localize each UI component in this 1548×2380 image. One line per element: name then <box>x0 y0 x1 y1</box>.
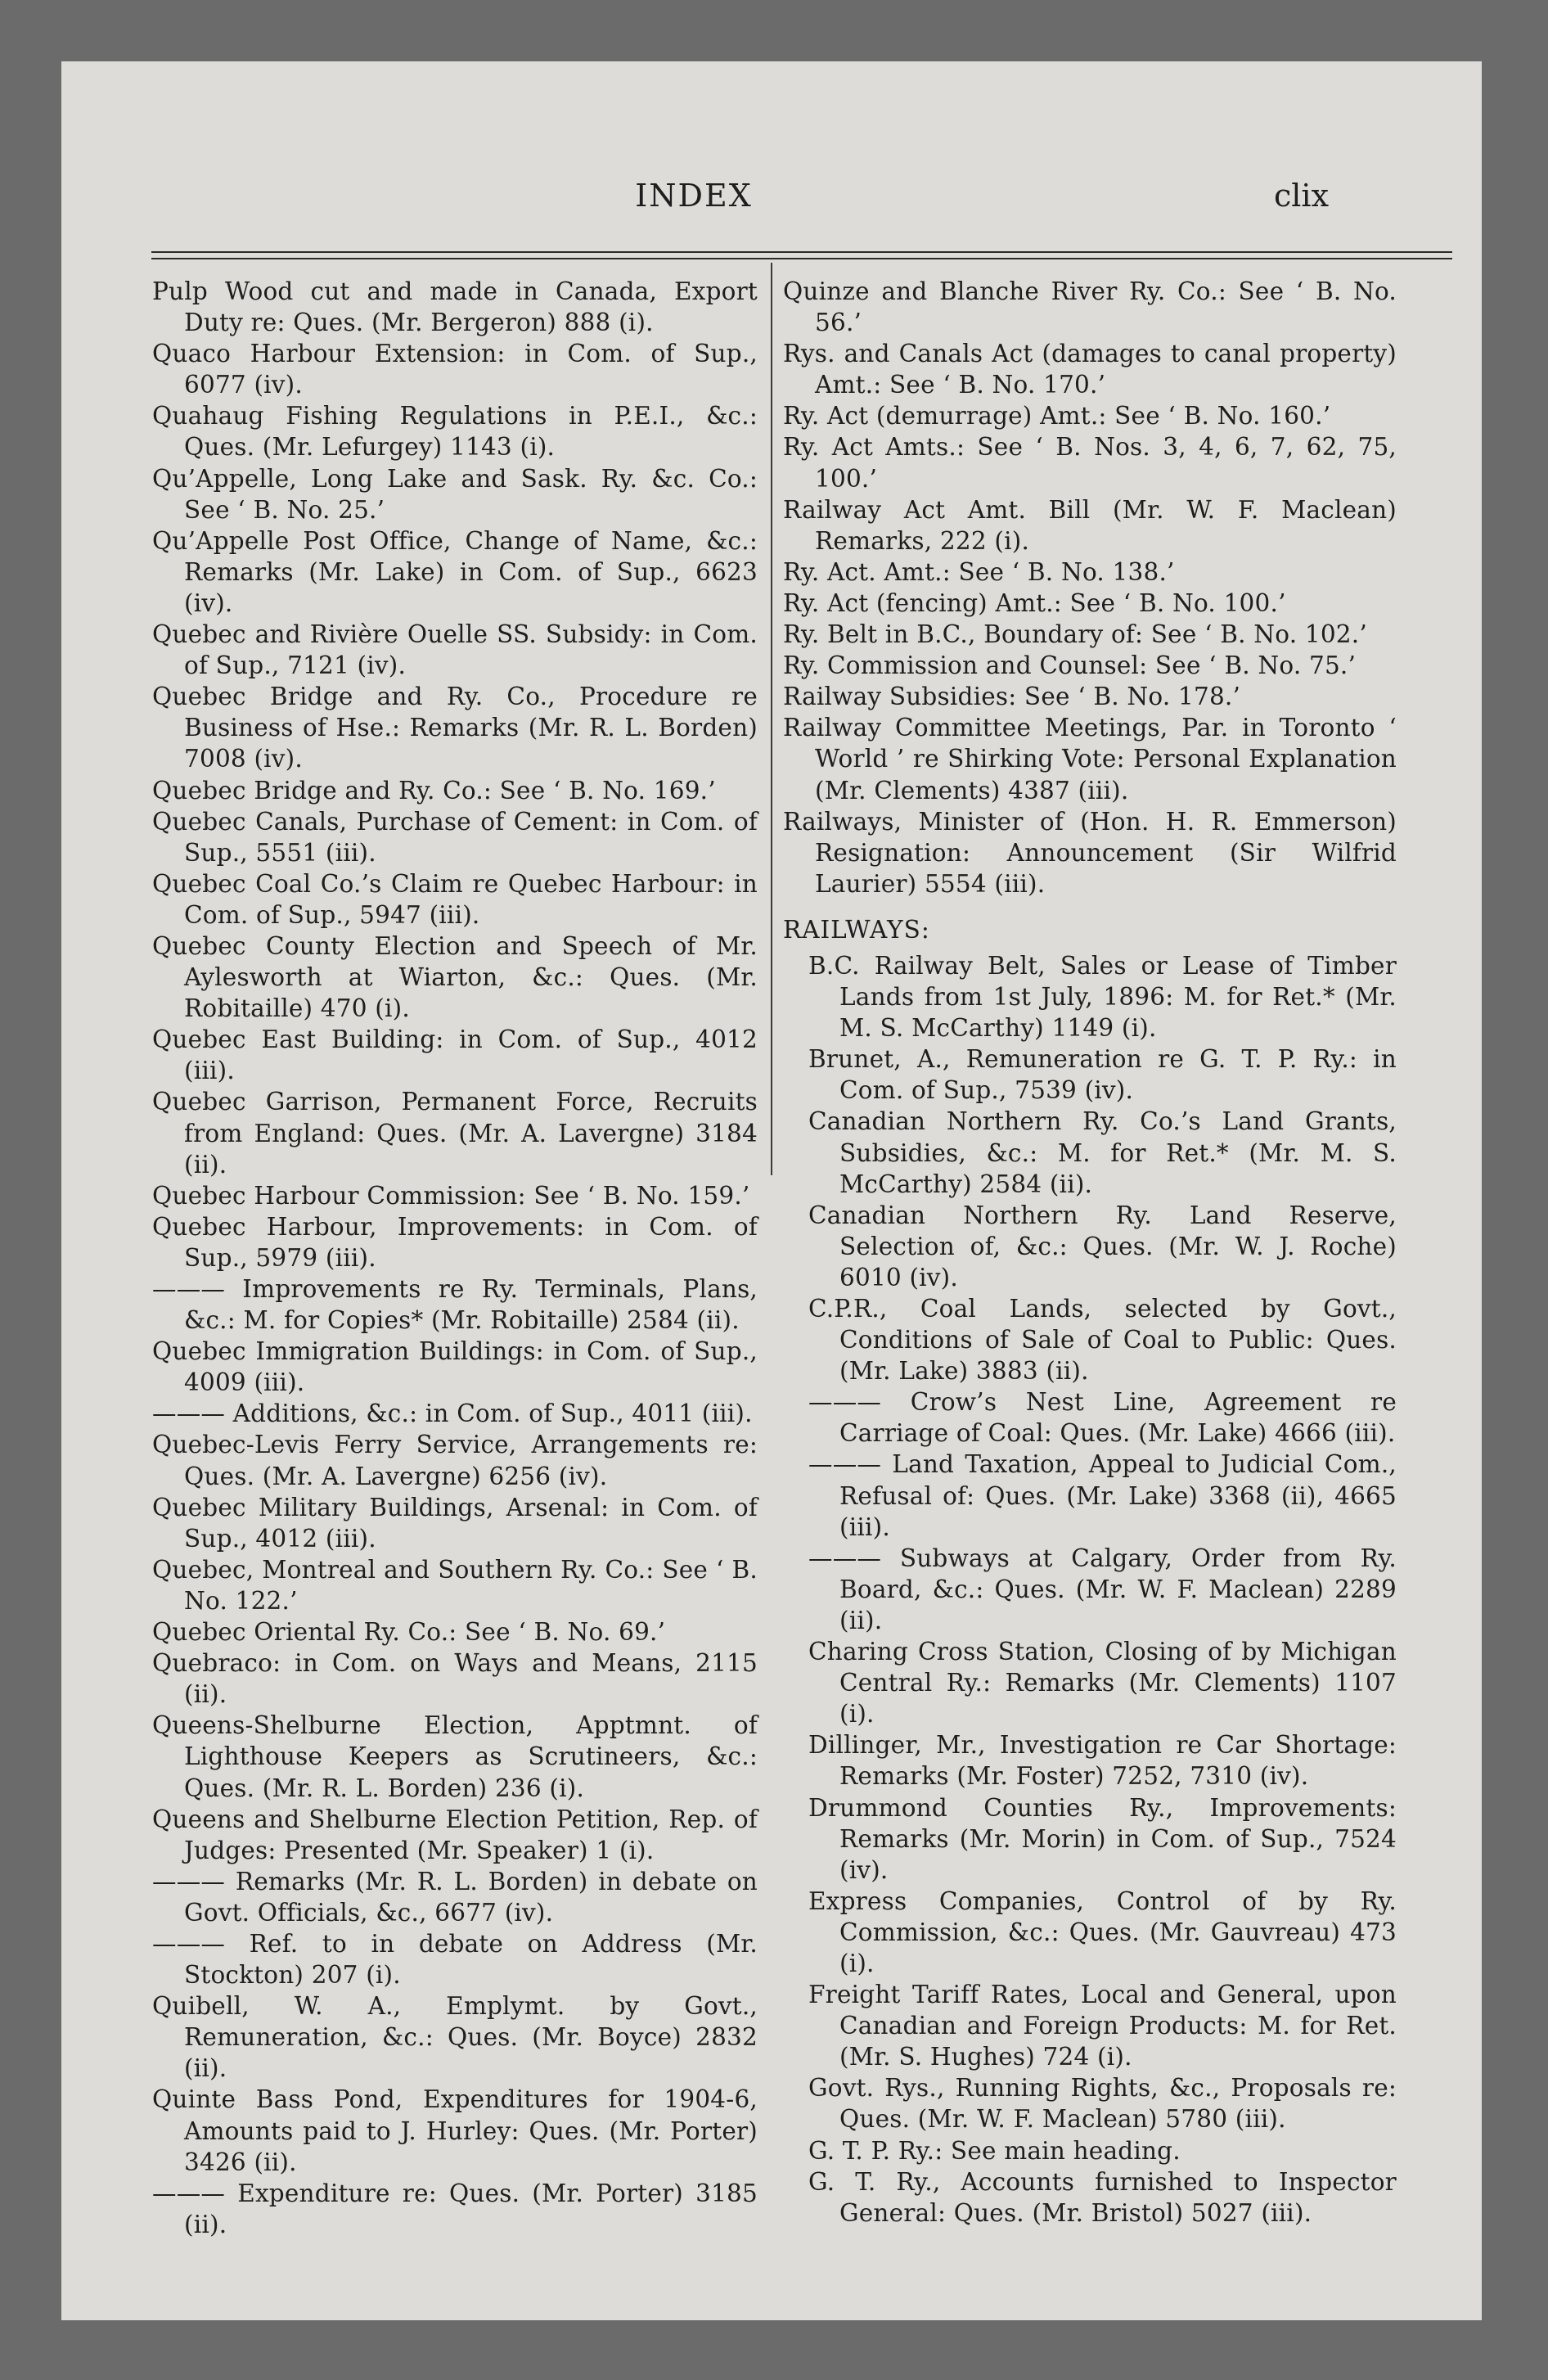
index-entry: B.C. Railway Belt, Sales or Lease of Timber Lands from 1st July, 1896: M. for Ret.* (Mr. M. S. McCarthy) 1149 (i). <box>808 951 1397 1043</box>
index-entry: ——— Improvements re Ry. Terminals, Plans, &c.: M. for Copies* (Mr. Robitaille) 2584 (ii). <box>152 1275 758 1335</box>
header-rule-top <box>151 251 1452 253</box>
header-rule-bottom <box>151 258 1452 259</box>
index-entry: Canadian Northern Ry. Co.’s Land Grants, Subsidies, &c.: M. for Ret.* (Mr. M. S. McCarthy) 2584 (ii). <box>808 1107 1397 1198</box>
index-entry: Ry. Act (fencing) Amt.: See ‘ B. No. 100.’ <box>783 588 1286 617</box>
index-entry: Drummond Counties Ry., Improvements: Remarks (Mr. Morin) in Com. of Sup., 7524 (iv). <box>808 1793 1397 1884</box>
index-entry: Ry. Belt in B.C., Boundary of: See ‘ B. No. 102.’ <box>783 620 1367 649</box>
index-page <box>61 61 1482 2320</box>
index-entry: Ry. Act. Amt.: See ‘ B. No. 138.’ <box>783 557 1175 586</box>
index-entry: Quaco Harbour Extension: in Com. of Sup., 6077 (iv). <box>152 340 758 399</box>
index-entry: Railway Act Amt. Bill (Mr. W. F. Maclean) Remarks, 222 (i). <box>783 495 1397 555</box>
index-entry: Railways, Minister of (Hon. H. R. Emmerson) Resignation: Announcement (Sir Wilfrid Laurier) 5554 (iii). <box>783 807 1397 898</box>
index-entry: Quebec Bridge and Ry. Co.: See ‘ B. No. 169.’ <box>152 776 716 805</box>
index-entry: C.P.R., Coal Lands, selected by Govt., Conditions of Sale of Coal to Public: Ques. (Mr. Lake) 3883 (ii). <box>808 1295 1397 1386</box>
index-entry: ——— Land Taxation, Appeal to Judicial Com., Refusal of: Ques. (Mr. Lake) 3368 (ii), 4665 (iii). <box>808 1450 1397 1541</box>
column-divider <box>771 263 772 1175</box>
index-entry: Railway Subsidies: See ‘ B. No. 178.’ <box>783 683 1241 711</box>
index-entry: Brunet, A., Remuneration re G. T. P. Ry.: in Com. of Sup., 7539 (iv). <box>808 1045 1397 1105</box>
index-entry: Quahaug Fishing Regulations in P.E.I., &c.: Ques. (Mr. Lefurgey) 1143 (i). <box>152 402 758 462</box>
index-entry: Quinze and Blanche River Ry. Co.: See ‘ B. No. 56.’ <box>783 277 1397 337</box>
railways-sub-entries <box>783 950 1397 2229</box>
index-entry: Quebec Military Buildings, Arsenal: in Com. of Sup., 4012 (iii). <box>152 1493 758 1553</box>
index-entry: Dillinger, Mr., Investigation re Car Shortage: Remarks (Mr. Foster) 7252, 7310 (iv). <box>808 1731 1397 1791</box>
index-entry: G. T. Ry., Accounts furnished to Inspector General: Ques. (Mr. Bristol) 5027 (iii). <box>808 2167 1397 2227</box>
index-entry: ——— Ref. to in debate on Address (Mr. Stockton) 207 (i). <box>152 1929 758 1990</box>
index-entry: Quinte Bass Pond, Expenditures for 1904-6, Amounts paid to J. Hurley: Ques. (Mr. Porter) 3426 (ii). <box>152 2085 758 2176</box>
index-entry: Qu’Appelle Post Office, Change of Name, &c.: Remarks (Mr. Lake) in Com. of Sup., 6623 (iv). <box>152 526 758 617</box>
index-entry: Quebec Oriental Ry. Co.: See ‘ B. No. 69.’ <box>152 1618 666 1647</box>
index-entry: ——— Remarks (Mr. R. L. Borden) in debate on Govt. Officials, &c., 6677 (iv). <box>152 1867 758 1927</box>
index-entry: Quebraco: in Com. on Ways and Means, 2115 (ii). <box>152 1649 758 1709</box>
index-entry: Railway Committee Meetings, Par. in Toronto ‘ World ’ re Shirking Vote: Personal Explanation (Mr. Clements) 4387 (iii). <box>783 714 1397 805</box>
index-entry: Quebec Canals, Purchase of Cement: in Com. of Sup., 5551 (iii). <box>152 807 758 867</box>
index-entry: Govt. Rys., Running Rights, &c., Proposals re: Ques. (Mr. W. F. Maclean) 5780 (iii). <box>808 2074 1397 2134</box>
index-entry: Queens and Shelburne Election Petition, Rep. of Judges: Presented (Mr. Speaker) 1 (i). <box>152 1805 758 1864</box>
index-entry: Quebec and Rivière Ouelle SS. Subsidy: in Com. of Sup., 7121 (iv). <box>152 620 758 680</box>
index-entry: Ry. Act Amts.: See ‘ B. Nos. 3, 4, 6, 7, 62, 75, 100.’ <box>783 433 1397 493</box>
index-entry: Rys. and Canals Act (damages to canal property) Amt.: See ‘ B. No. 170.’ <box>783 340 1397 399</box>
index-entry: Charing Cross Station, Closing of by Michigan Central Ry.: Remarks (Mr. Clements) 1107 (i). <box>808 1638 1397 1729</box>
index-entry: ——— Additions, &c.: in Com. of Sup., 4011 (iii). <box>152 1400 753 1428</box>
index-entry: Qu’Appelle, Long Lake and Sask. Ry. &c. Co.: See ‘ B. No. 25.’ <box>152 464 758 524</box>
index-entry: Quebec Harbour, Improvements: in Com. of Sup., 5979 (iii). <box>152 1212 758 1272</box>
index-entry: Freight Tariff Rates, Local and General, upon Canadian and Foreign Products: M. for Ret. (Mr. S. Hughes) 724 (i). <box>808 1981 1397 2071</box>
index-entry: Canadian Northern Ry. Land Reserve, Selection of, &c.: Ques. (Mr. W. J. Roche) 6010 (iv). <box>808 1201 1397 1291</box>
page-number: clix <box>1274 178 1330 214</box>
index-entry: G. T. P. Ry.: See main heading. <box>808 2136 1181 2165</box>
index-entry: Quebec-Levis Ferry Service, Arrangements re: Ques. (Mr. A. Lavergne) 6256 (iv). <box>152 1431 758 1490</box>
page-title-text: INDEX <box>635 178 753 214</box>
left-column <box>152 276 758 2240</box>
index-entry: Queens-Shelburne Election, Apptmnt. of Lighthouse Keepers as Scrutineers, &c.: Ques. (Mr. R. L. Borden) 236 (i). <box>152 1711 758 1802</box>
index-entry: Quebec Bridge and Ry. Co., Procedure re Business of Hse.: Remarks (Mr. R. L. Borden) 7008 (iv). <box>152 683 758 773</box>
index-entry: ——— Crow’s Nest Line, Agreement re Carriage of Coal: Ques. (Mr. Lake) 4666 (iii). <box>808 1388 1397 1448</box>
index-entry: Quibell, W. A., Emplymt. by Govt., Remuneration, &c.: Ques. (Mr. Boyce) 2832 (ii). <box>152 1992 758 2083</box>
index-entry: ——— Subways at Calgary, Order from Ry. Board, &c.: Ques. (Mr. W. F. Maclean) 2289 (ii). <box>808 1544 1397 1634</box>
index-entry: Quebec East Building: in Com. of Sup., 4012 (iii). <box>152 1025 758 1085</box>
index-entry: Quebec Coal Co.’s Claim re Quebec Harbour: in Com. of Sup., 5947 (iii). <box>152 869 758 929</box>
index-entry: Ry. Commission and Counsel: See ‘ B. No. 75.’ <box>783 651 1357 680</box>
right-column <box>783 276 1397 2229</box>
index-entry: Quebec Garrison, Permanent Force, Recruits from England: Ques. (Mr. A. Lavergne) 3184 (ii). <box>152 1088 758 1179</box>
index-entry: Express Companies, Control of by Ry. Commission, &c.: Ques. (Mr. Gauvreau) 473 (i). <box>808 1886 1397 1977</box>
right-column-entries <box>783 276 1397 899</box>
index-entry: Quebec County Election and Speech of Mr. Aylesworth at Wiarton, &c.: Ques. (Mr. Robitaille) 470 (i). <box>152 931 758 1023</box>
index-entry: Quebec Harbour Commission: See ‘ B. No. 159.’ <box>152 1181 750 1210</box>
index-entry: ——— Expenditure re: Ques. (Mr. Porter) 3185 (ii). <box>152 2179 758 2238</box>
section-heading-railways: RAILWAYS: <box>783 915 930 944</box>
index-entry: Pulp Wood cut and made in Canada, Export Duty re: Ques. (Mr. Bergeron) 888 (i). <box>152 277 758 337</box>
page-title <box>61 178 1482 214</box>
index-entry: Quebec Immigration Buildings: in Com. of Sup., 4009 (iii). <box>152 1337 758 1397</box>
index-entry: Ry. Act (demurrage) Amt.: See ‘ B. No. 160.’ <box>783 402 1331 430</box>
index-entry: Quebec, Montreal and Southern Ry. Co.: See ‘ B. No. 122.’ <box>152 1555 758 1615</box>
